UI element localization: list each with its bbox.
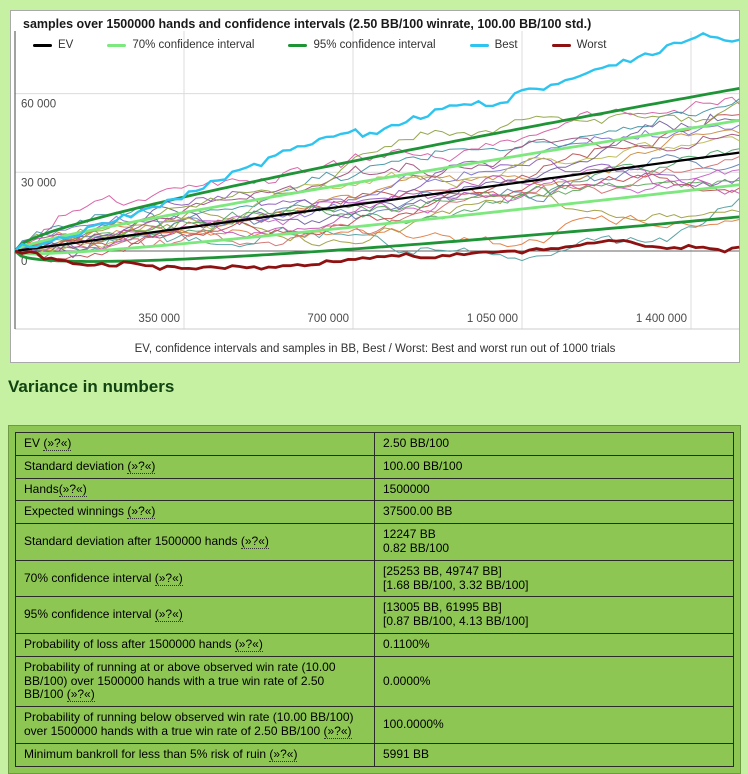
table-row <box>16 455 734 478</box>
legend-line-swatch <box>288 44 307 47</box>
help-tooltip-link[interactable]: (»?«) <box>323 723 352 738</box>
worst-run-line <box>15 240 739 269</box>
row-value-cell: 2.50 BB/100 <box>375 433 734 456</box>
table-row <box>16 478 734 501</box>
row-label-cell: 95% confidence interval (»?«) <box>16 597 375 634</box>
x-axis-tick-label: 1 400 000 <box>635 313 687 325</box>
row-value-cell: 0.1100% <box>375 633 734 656</box>
table-row <box>16 633 734 656</box>
table-row <box>16 501 734 524</box>
row-label-cell: Probability of loss after 1500000 hands (»?«) <box>16 633 375 656</box>
row-label-cell: Expected winnings (»?«) <box>16 501 375 524</box>
help-tooltip-link[interactable]: (»?«) <box>127 504 156 519</box>
chart-legend <box>33 39 606 51</box>
help-tooltip-link[interactable]: (»?«) <box>154 570 183 585</box>
variance-chart-plot <box>11 11 741 364</box>
legend-item-70-confidence-interval[interactable] <box>107 39 254 51</box>
help-tooltip-link[interactable]: (»?«) <box>240 534 269 549</box>
row-value-cell: [25253 BB, 49747 BB] [1.68 BB/100, 3.32 BB/100] <box>375 560 734 597</box>
chart-title: samples over 1500000 hands and confidence intervals (2.50 BB/100 winrate, 100.00 BB/100 std.) <box>23 17 592 31</box>
legend-line-swatch <box>33 44 52 47</box>
row-label-cell: Probability of running at or above observed win rate (10.00 BB/100) over 1500000 hands with a true win rate of 2.50 BB/100 (»?«) <box>16 656 375 706</box>
best-run-line <box>15 33 739 251</box>
variance-table <box>15 432 734 767</box>
table-row <box>16 656 734 706</box>
table-row <box>16 524 734 561</box>
help-tooltip-link[interactable]: (»?«) <box>43 436 72 450</box>
row-value-cell: 37500.00 BB <box>375 501 734 524</box>
legend-label: 70% confidence interval <box>132 39 255 51</box>
legend-item-best[interactable] <box>470 39 518 51</box>
variance-chart-card <box>10 10 740 363</box>
row-value-cell: 100.00 BB/100 <box>375 455 734 478</box>
table-row <box>16 597 734 634</box>
chart-caption: EV, confidence intervals and samples in BB, Best / Worst: Best and worst run out of 1000 trials <box>134 343 616 355</box>
table-row <box>16 707 734 744</box>
help-tooltip-link[interactable]: (»?«) <box>66 687 95 702</box>
legend-item-95-confidence-interval[interactable] <box>288 39 435 51</box>
table-row <box>16 743 734 766</box>
y-axis-tick-label: 60 000 <box>21 98 57 111</box>
x-axis-tick-label: 350 000 <box>138 313 180 325</box>
row-label-cell: Hands(»?«) <box>16 478 375 501</box>
legend-label: 95% confidence interval <box>313 39 436 51</box>
row-label-cell: 70% confidence interval (»?«) <box>16 560 375 597</box>
row-value-cell: 12247 BB 0.82 BB/100 <box>375 524 734 561</box>
variance-table-body <box>16 433 734 767</box>
row-label-cell: Standard deviation after 1500000 hands (»?«) <box>16 524 375 561</box>
x-axis-tick-label: 700 000 <box>307 313 349 325</box>
variance-table-wrap <box>8 425 741 774</box>
y-axis-tick-label: 30 000 <box>21 177 57 190</box>
row-value-cell: 100.0000% <box>375 707 734 744</box>
help-tooltip-link[interactable]: (»?«) <box>269 746 298 761</box>
sample-run-line <box>15 99 739 251</box>
table-row <box>16 433 734 456</box>
legend-label: Best <box>494 39 518 51</box>
legend-label: Worst <box>576 39 607 51</box>
row-value-cell: 0.0000% <box>375 656 734 706</box>
row-label-cell: Minimum bankroll for less than 5% risk of ruin (»?«) <box>16 743 375 766</box>
row-label-cell: Standard deviation (»?«) <box>16 455 375 478</box>
help-tooltip-link[interactable]: (»?«) <box>58 481 87 496</box>
x-axis-tick-label: 1 050 000 <box>466 313 518 325</box>
legend-line-swatch <box>470 44 489 47</box>
legend-label: EV <box>58 39 74 51</box>
legend-line-swatch <box>107 44 126 47</box>
legend-item-worst[interactable] <box>552 39 607 51</box>
legend-line-swatch <box>552 44 571 47</box>
row-value-cell: 1500000 <box>375 478 734 501</box>
row-label-cell: EV (»?«) <box>16 433 375 456</box>
legend-item-ev[interactable] <box>33 39 73 51</box>
help-tooltip-link[interactable]: (»?«) <box>234 636 263 651</box>
help-tooltip-link[interactable]: (»?«) <box>127 458 156 473</box>
sample-run-line <box>15 102 739 252</box>
section-heading-variance-in-numbers: Variance in numbers <box>8 377 175 396</box>
row-value-cell: 5991 BB <box>375 743 734 766</box>
row-value-cell: [13005 BB, 61995 BB] [0.87 BB/100, 4.13 BB/100] <box>375 597 734 634</box>
table-row <box>16 560 734 597</box>
help-tooltip-link[interactable]: (»?«) <box>154 607 183 622</box>
row-label-cell: Probability of running below observed win rate (10.00 BB/100) over 1500000 hands with a true win rate of 2.50 BB/100 (»?«) <box>16 707 375 744</box>
y-axis-tick-label: 0 <box>21 256 28 268</box>
